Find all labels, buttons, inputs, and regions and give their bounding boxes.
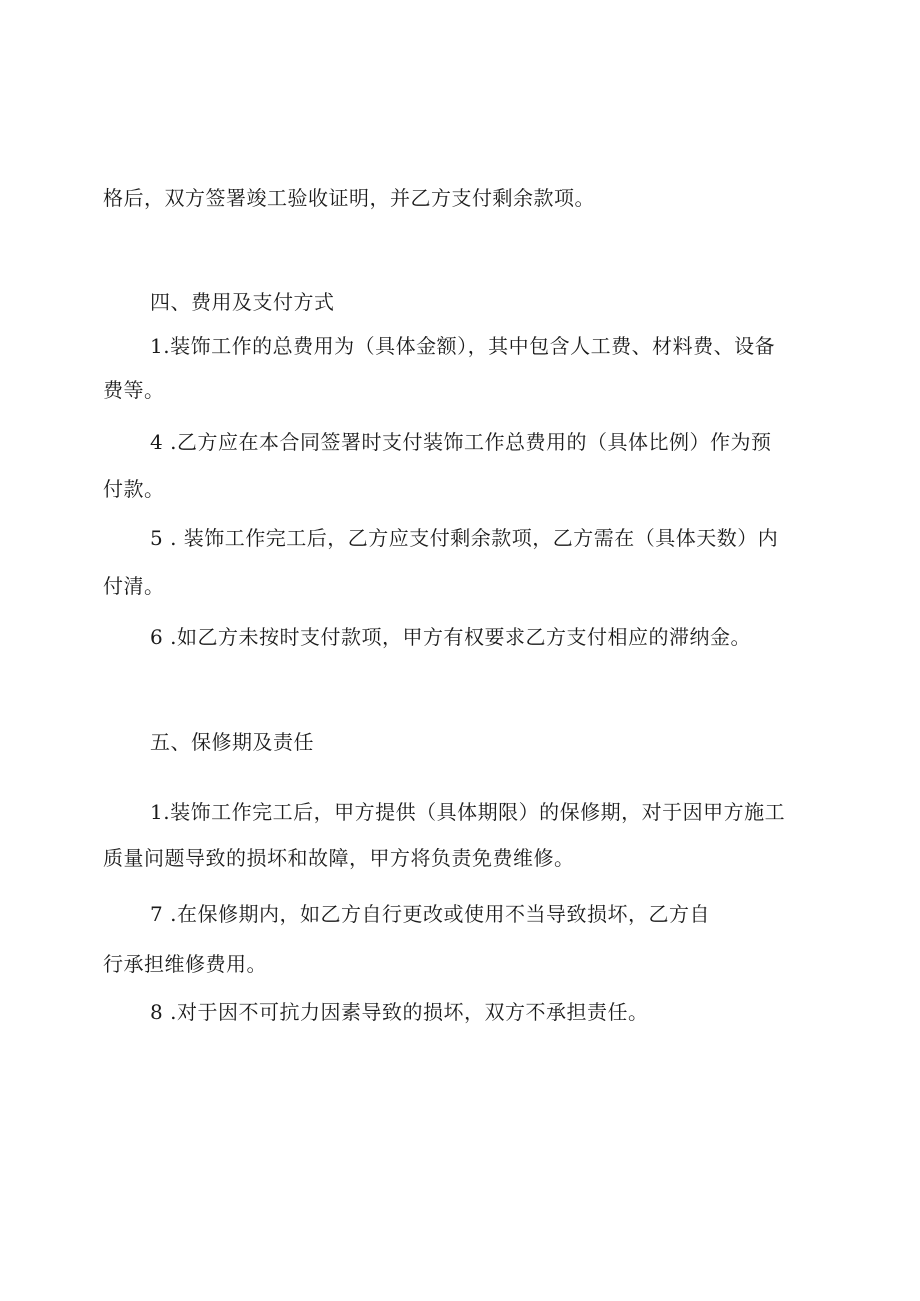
- section-4-heading: 四、费用及支付方式: [150, 290, 335, 314]
- section-5-heading: 五、保修期及责任: [150, 730, 314, 754]
- section-5-item-1-line-1: 1.装饰工作完工后，甲方提供（具体期限）的保修期，对于因甲方施工: [150, 800, 786, 824]
- section-5-item-7-line-1: 7 .在保修期内，如乙方自行更改或使用不当导致损坏，乙方自: [150, 902, 710, 926]
- section-5-item-7-line-2: 行承担维修费用。: [103, 952, 267, 976]
- section-5-item-1-line-2: 质量问题导致的损坏和故障，甲方将负责免费维修。: [103, 846, 575, 870]
- section-4-item-1-line-1: 1.装饰工作的总费用为（具体金额），其中包含人工费、材料费、设备: [150, 334, 776, 358]
- section-4-item-4-line-1: 4 .乙方应在本合同签署时支付装饰工作总费用的（具体比例）作为预: [150, 430, 772, 454]
- section-4-item-6-line-1: 6 .如乙方未按时支付款项，甲方有权要求乙方支付相应的滞纳金。: [150, 625, 751, 649]
- section-4-item-5-line-2: 付清。: [103, 574, 165, 598]
- carryover-paragraph-line: 格后，双方签署竣工验收证明，并乙方支付剩余款项。: [103, 186, 595, 210]
- section-5-item-8-line-1: 8 .对于因不可抗力因素导致的损坏，双方不承担责任。: [150, 1000, 649, 1024]
- section-4-item-1-line-2: 费等。: [103, 378, 165, 402]
- section-4-item-4-line-2: 付款。: [103, 477, 165, 501]
- section-4-item-5-line-1: 5 . 装饰工作完工后，乙方应支付剩余款项，乙方需在（具体天数）内: [150, 526, 779, 550]
